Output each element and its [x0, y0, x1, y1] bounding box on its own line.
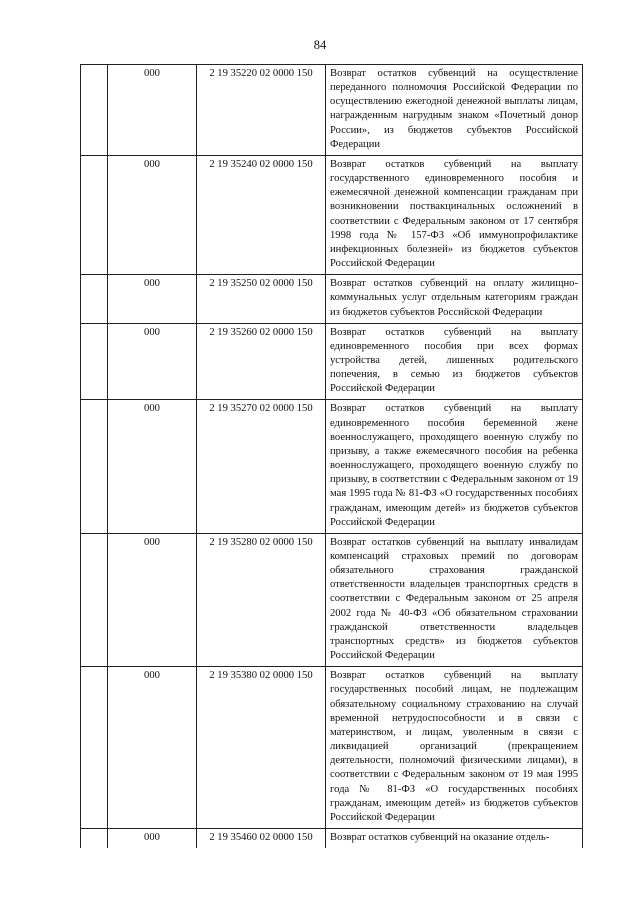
budget-code-cell: 2 19 35270 02 0000 150: [197, 400, 326, 533]
budget-code-cell: 2 19 35380 02 0000 150: [197, 667, 326, 829]
table-row: [81, 533, 583, 666]
table-row: [81, 155, 583, 274]
page-number: 84: [313, 38, 327, 52]
description-cell: Возврат остатков субвенций на выплату единовременного пособия беременной жене военнослужащего, проходящего военную службу по призыву, а также ежемесячного пособия на ребенка военнослужащего, проходящего военную службу по призыву, в соответствии с Федеральным законом от 19 мая 1995 года № 81-ФЗ «О государственных пособиях гражданам, имеющим детей» из бюджетов субъектов Российской Федерации: [326, 400, 583, 533]
description-cell: Возврат остатков субвенций на выплату инвалидам компенсаций страховых премий по договорам обязательного страхования гражданской ответственности владельцев транспортных средств в соответствии с Федеральным законом от 25 апреля 2002 года № 40-ФЗ «Об обязательном страховании гражданской ответственности владельцев транспортных средств» из бюджетов субъектов Российской Федерации: [326, 533, 583, 666]
table-row: [81, 667, 583, 829]
description-cell: Возврат остатков субвенций на выплату единовременного пособия при всех формах устройства детей, лишенных родительского попечения, в семью из бюджетов субъектов Российской Федерации: [326, 323, 583, 400]
admin-code-cell: 000: [108, 155, 197, 274]
table-row: [81, 275, 583, 323]
budget-code-cell: 2 19 35220 02 0000 150: [197, 65, 326, 156]
budget-code-cell: 2 19 35460 02 0000 150: [197, 828, 326, 848]
admin-code-cell: 000: [108, 533, 197, 666]
budget-code-cell: 2 19 35280 02 0000 150: [197, 533, 326, 666]
blank-cell: [81, 275, 108, 323]
budget-codes-table: [80, 64, 583, 848]
admin-code-cell: 000: [108, 275, 197, 323]
blank-cell: [81, 400, 108, 533]
blank-cell: [81, 667, 108, 829]
description-cell: Возврат остатков субвенций на выплату государственного единовременного пособия и ежемесячной денежной компенсации гражданам при возникновении поствакцинальных осложнений в соответствии с Федеральным законом от 17 сентября 1998 года № 157-ФЗ «Об иммунопрофилактике инфекционных болезней» из бюджетов субъектов Российской Федерации: [326, 155, 583, 274]
description-cell: Возврат остатков субвенций на осуществление переданного полномочия Российской Федерации по осуществлению ежегодной денежной выплаты лицам, награжденным нагрудным знаком «Почетный донор России», из бюджетов субъектов Российской Федерации: [326, 65, 583, 156]
admin-code-cell: 000: [108, 667, 197, 829]
budget-code-cell: 2 19 35260 02 0000 150: [197, 323, 326, 400]
table-row: [81, 400, 583, 533]
blank-cell: [81, 155, 108, 274]
table-row: [81, 828, 583, 848]
budget-code-cell: 2 19 35240 02 0000 150: [197, 155, 326, 274]
admin-code-cell: 000: [108, 400, 197, 533]
table-row: [81, 65, 583, 156]
admin-code-cell: 000: [108, 65, 197, 156]
blank-cell: [81, 828, 108, 848]
table-row: [81, 323, 583, 400]
blank-cell: [81, 533, 108, 666]
admin-code-cell: 000: [108, 323, 197, 400]
description-cell: Возврат остатков субвенций на оказание отдель-: [326, 828, 583, 848]
description-cell: Возврат остатков субвенций на выплату государственных пособий лицам, не подлежащим обязательному социальному страхованию на случай временной нетрудоспособности и в связи с материнством, и лицам, уволенным в связи с ликвидацией организаций (прекращением деятельности, полномочий физическими лицами), в соответствии с Федеральным законом от 19 мая 1995 года № 81-ФЗ «О государственных пособиях гражданам, имеющим детей» из бюджетов субъектов Российской Федерации: [326, 667, 583, 829]
description-cell: Возврат остатков субвенций на оплату жилищно-коммунальных услуг отдельным категориям граждан из бюджетов субъектов Российской Федерации: [326, 275, 583, 323]
admin-code-cell: 000: [108, 828, 197, 848]
blank-cell: [81, 323, 108, 400]
budget-code-cell: 2 19 35250 02 0000 150: [197, 275, 326, 323]
blank-cell: [81, 65, 108, 156]
